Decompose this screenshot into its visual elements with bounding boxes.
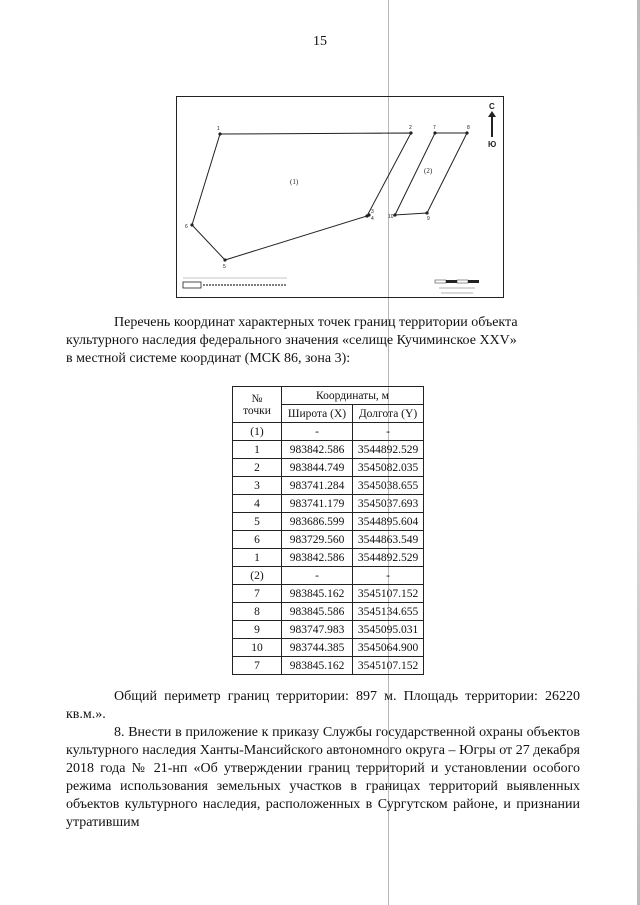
table-row — [233, 639, 424, 657]
cell-point-number: 8 — [233, 603, 282, 621]
cell-longitude: 3544892.529 — [353, 549, 424, 567]
cell-longitude: 3544892.529 — [353, 441, 424, 459]
cell-longitude: 3545037.693 — [353, 495, 424, 513]
point-label-10: 10 — [388, 214, 394, 220]
cell-latitude: 983845.162 — [282, 657, 353, 675]
cell-latitude: 983747.983 — [282, 621, 353, 639]
cell-point-number: 7 — [233, 657, 282, 675]
table-row — [233, 549, 424, 567]
header-point-number: № точки — [233, 387, 282, 423]
caption-line: в местной системе координат (МСК 86, зона 3): — [66, 351, 351, 366]
cell-longitude: 3545038.655 — [353, 477, 424, 495]
south-label: Ю — [488, 140, 497, 149]
cell-latitude: 983729.560 — [282, 531, 353, 549]
point-label-9: 9 — [427, 216, 430, 222]
coordinates-table — [232, 386, 424, 675]
cell-point-number: 1 — [233, 549, 282, 567]
area-label-2: (2) — [424, 167, 433, 175]
table-row — [233, 495, 424, 513]
table-row — [233, 603, 424, 621]
boundary-map — [176, 96, 504, 298]
table-row — [233, 423, 424, 441]
cell-point-number: 2 — [233, 459, 282, 477]
cell-latitude: 983842.586 — [282, 441, 353, 459]
cell-latitude: - — [282, 423, 353, 441]
cell-latitude: 983842.586 — [282, 549, 353, 567]
cell-point-number: 7 — [233, 585, 282, 603]
table-row — [233, 513, 424, 531]
point-label-4: 4 — [371, 216, 374, 222]
cell-longitude: 3545134.655 — [353, 603, 424, 621]
page-number: 15 — [313, 34, 327, 49]
cell-latitude: 983741.179 — [282, 495, 353, 513]
cell-point-number: 10 — [233, 639, 282, 657]
caption-line: Перечень координат характерных точек границ территории объекта — [114, 315, 518, 330]
cell-point-number: 4 — [233, 495, 282, 513]
cell-latitude: 983845.586 — [282, 603, 353, 621]
table-row — [233, 657, 424, 675]
north-label: С — [489, 102, 495, 111]
cell-latitude: - — [282, 567, 353, 585]
table-row — [233, 585, 424, 603]
scale-bar — [435, 280, 479, 293]
cell-longitude: - — [353, 567, 424, 585]
table-row — [233, 477, 424, 495]
table-row — [233, 441, 424, 459]
point-label-6: 6 — [185, 224, 188, 230]
cell-point-number: (2) — [233, 567, 282, 585]
cell-longitude: 3545095.031 — [353, 621, 424, 639]
territory-1-outline — [192, 133, 411, 260]
table-row — [233, 621, 424, 639]
point-label-2: 2 — [409, 125, 412, 131]
point-label-3: 3 — [371, 209, 374, 215]
cell-latitude: 983741.284 — [282, 477, 353, 495]
perimeter-text: Общий периметр границ территории: 897 м. Площадь территории: 26220 кв.м.». — [66, 689, 580, 722]
vertex-markers — [190, 131, 468, 261]
header-longitude: Долгота (Y) — [353, 405, 424, 423]
cell-point-number: 9 — [233, 621, 282, 639]
coordinates-caption — [66, 314, 580, 368]
header-latitude: Широта (X) — [282, 405, 353, 423]
table-body — [233, 423, 424, 675]
point-label-1: 1 — [217, 126, 220, 132]
table-row — [233, 459, 424, 477]
header-coordinates: Координаты, м — [282, 387, 424, 405]
cell-latitude: 983744.385 — [282, 639, 353, 657]
cell-longitude: 3545107.152 — [353, 657, 424, 675]
cell-point-number: 6 — [233, 531, 282, 549]
cell-latitude: 983845.162 — [282, 585, 353, 603]
point-label-5: 5 — [223, 264, 226, 270]
cell-point-number: 5 — [233, 513, 282, 531]
point-label-7: 7 — [433, 125, 436, 131]
table-row — [233, 567, 424, 585]
cell-longitude: 3545082.035 — [353, 459, 424, 477]
map-legend — [183, 278, 287, 288]
cell-point-number: (1) — [233, 423, 282, 441]
caption-line: культурного наследия федерального значения «селище Кучиминское XXV» — [66, 333, 517, 348]
cell-point-number: 3 — [233, 477, 282, 495]
cell-latitude: 983686.599 — [282, 513, 353, 531]
cell-longitude: 3544863.549 — [353, 531, 424, 549]
cell-longitude: 3544895.604 — [353, 513, 424, 531]
north-arrow — [488, 102, 496, 149]
table-row — [233, 531, 424, 549]
cell-point-number: 1 — [233, 441, 282, 459]
point-label-8: 8 — [467, 125, 470, 131]
cell-longitude: 3545107.152 — [353, 585, 424, 603]
map-drawing — [177, 97, 505, 299]
cell-latitude: 983844.749 — [282, 459, 353, 477]
area-label-1: (1) — [290, 178, 299, 186]
cell-longitude: - — [353, 423, 424, 441]
cell-longitude: 3545064.900 — [353, 639, 424, 657]
paragraph-8: 8. Внести в приложение к приказу Службы государственной охраны объектов культурного наследия Ханты-Мансийского автономного округа – Югры от 27 декабря 2018 года № 21-нп «Об утверждении границ территорий и установлении особого режима использования земельных участков в границах территорий выявленных объектов культурного наследия, расположенных в Сургутском районе, и признании утратившим — [66, 725, 580, 830]
